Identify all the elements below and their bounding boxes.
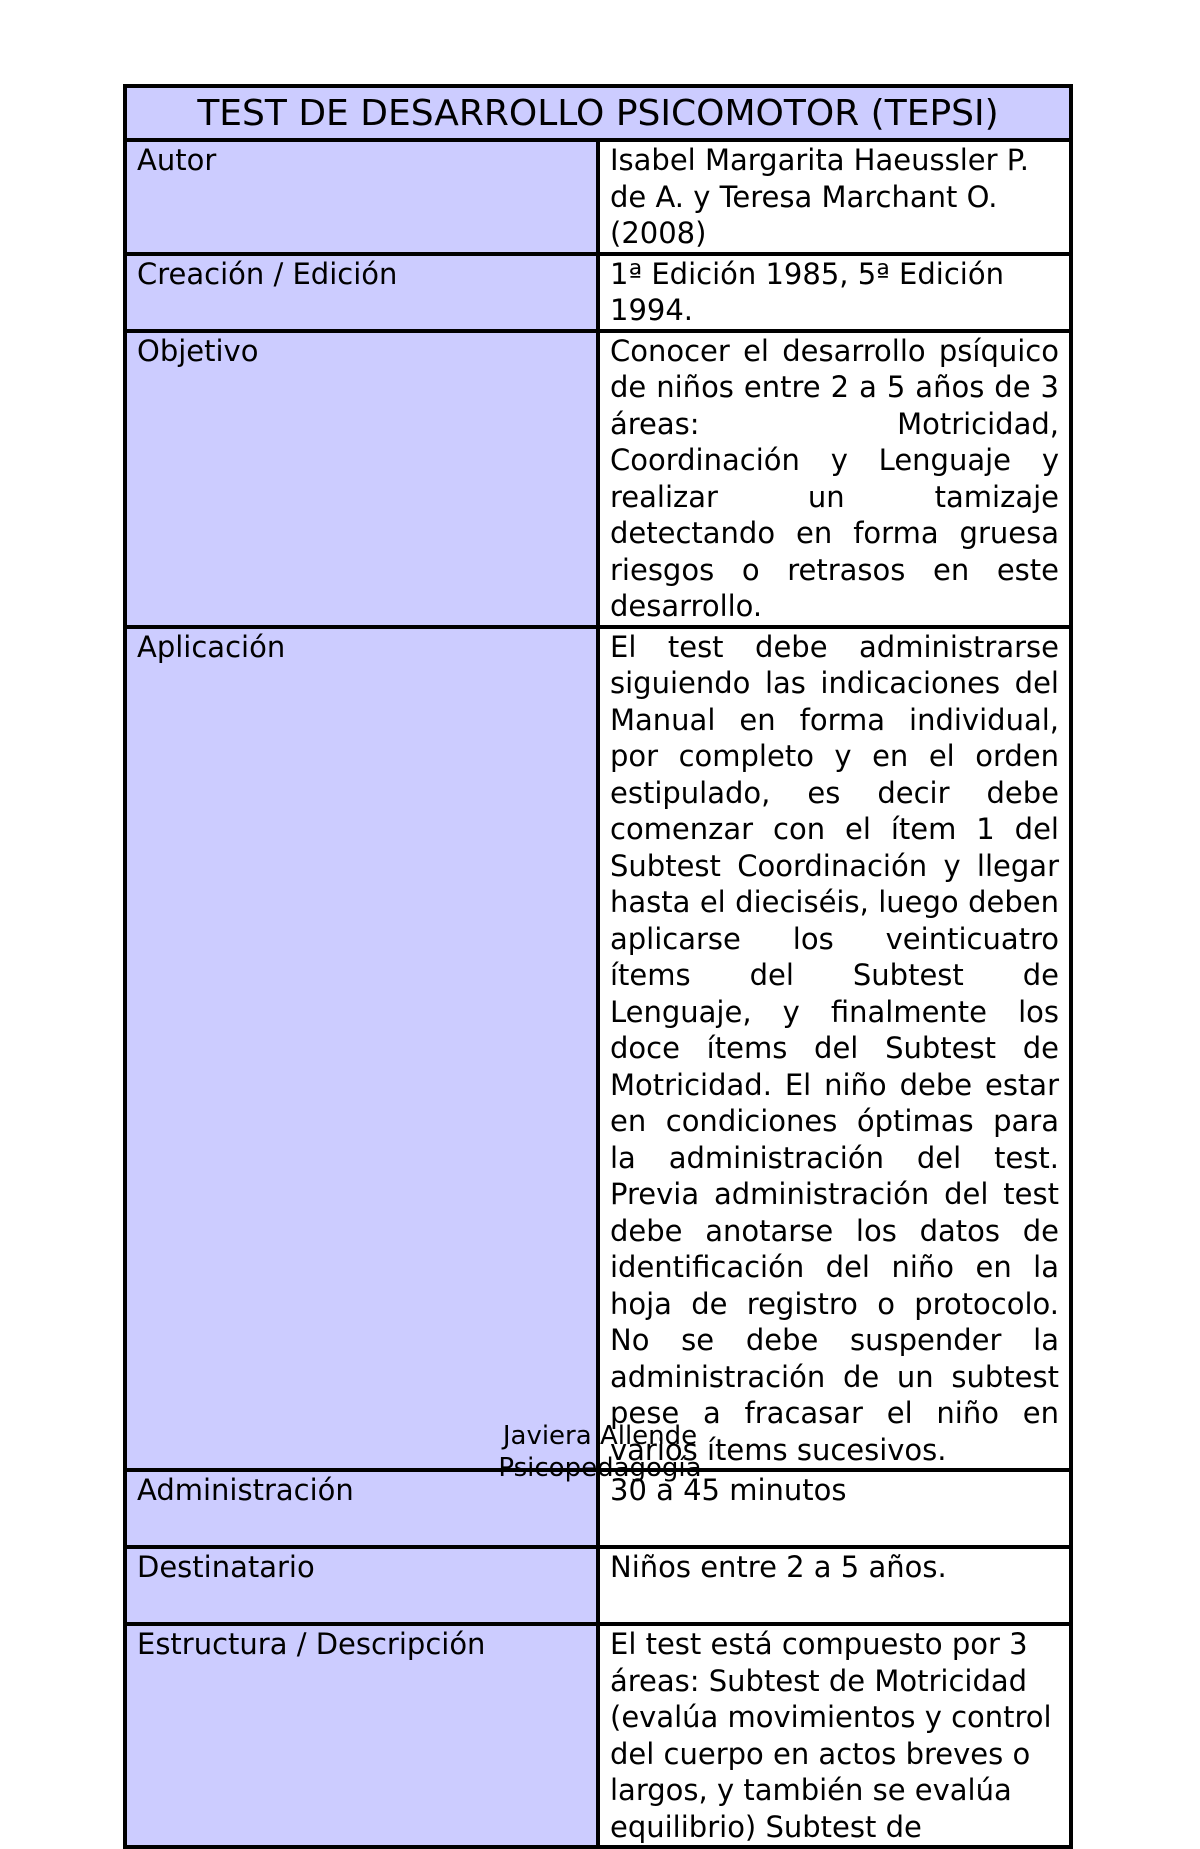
row-value-destinatario: Niños entre 2 a 5 años. xyxy=(598,1547,1071,1624)
row-value-aplicacion: El test debe administrarse siguiendo las indicaciones del Manual en forma individual, por completo y en el orden estipulado, es decir debe comenzar con el ítem 1 del Subtest Coordinación y llegar hasta el dieciséis, luego deben aplicarse los veinticuatro ítems del Subtest de Lenguaje, y finalmente los doce ítems del Subtest de Motricidad. El niño debe estar en condiciones óptimas para la administración del test. Previa administración del test debe anotarse los datos de identificación del niño en la hoja de registro o protocolo. No se debe suspender la administración de un subtest pese a fracasar el niño en varios ítems sucesivos. xyxy=(598,627,1071,1471)
page-footer xyxy=(0,1420,1200,1484)
row-label-administracion: Administración xyxy=(125,1470,598,1547)
row-value-autor: Isabel Margarita Haeussler P. de A. y Teresa Marchant O. (2008) xyxy=(598,140,1071,254)
row-label-destinatario: Destinatario xyxy=(125,1547,598,1624)
row-label-estructura: Estructura / Descripción xyxy=(125,1624,598,1847)
row-value-objetivo: Conocer el desarrollo psíquico de niños entre 2 a 5 años de 3 áreas: Motricidad, Coordinación y Lenguaje y realizar un tamizaje detectando en forma gruesa riesgos o retrasos en este desarrollo. xyxy=(598,331,1071,627)
row-value-administracion: 30 a 45 minutos xyxy=(598,1470,1071,1547)
footer-name: Javiera Allende xyxy=(502,1421,698,1451)
row-value-estructura: El test está compuesto por 3 áreas: Subtest de Motricidad (evalúa movimientos y control del cuerpo en actos breves o largos, y también se evalúa equilibrio) Subtest de xyxy=(598,1624,1071,1847)
table-row-estructura xyxy=(125,1624,1071,1847)
row-label-autor: Autor xyxy=(125,140,598,254)
table-row-destinatario xyxy=(125,1547,1071,1624)
row-label-creacion: Creación / Edición xyxy=(125,254,598,331)
table-row-objetivo xyxy=(125,331,1071,627)
table-row-aplicacion xyxy=(125,627,1071,1471)
title-row xyxy=(125,86,1071,140)
footer-subtitle: Psicopedagogía xyxy=(498,1453,702,1483)
row-value-creacion: 1ª Edición 1985, 5ª Edición 1994. xyxy=(598,254,1071,331)
table-row-autor xyxy=(125,140,1071,254)
row-label-objetivo: Objetivo xyxy=(125,331,598,627)
table-title: TEST DE DESARROLLO PSICOMOTOR (TEPSI) xyxy=(125,86,1071,140)
table-row-creacion xyxy=(125,254,1071,331)
row-label-aplicacion: Aplicación xyxy=(125,627,598,1471)
info-table xyxy=(123,84,1073,1849)
